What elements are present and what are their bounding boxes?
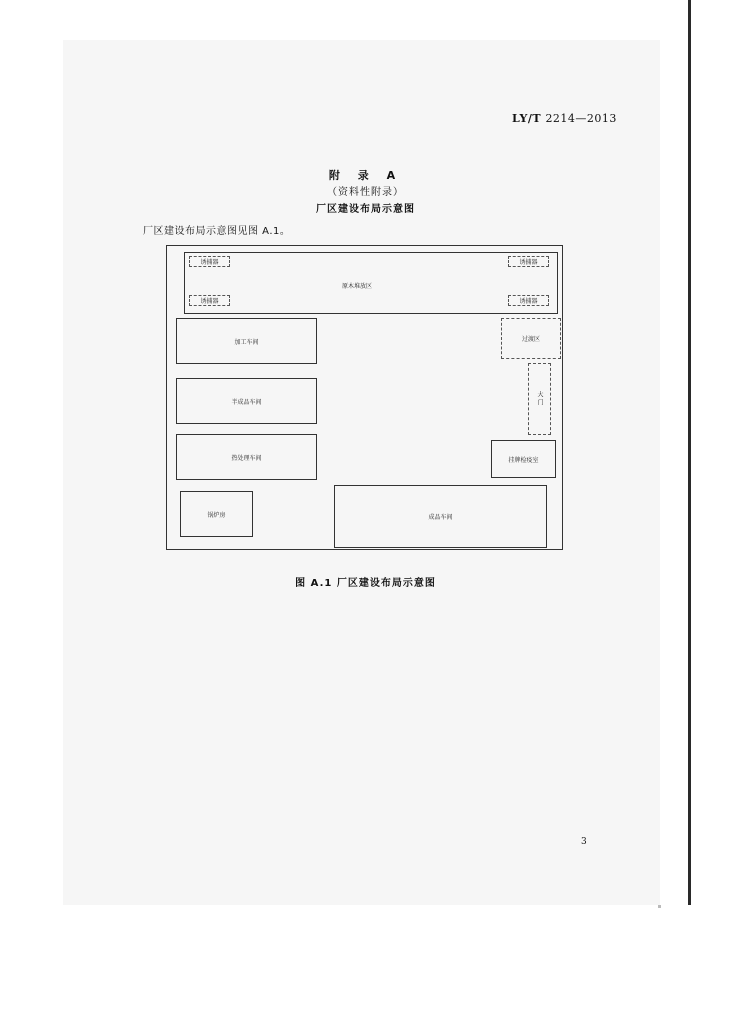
trap-bottom-right: 诱捕器	[508, 295, 549, 306]
figure-caption: 图 A.1 厂区建设布局示意图	[295, 578, 436, 589]
standard-code-prefix: LY/T	[512, 112, 542, 125]
trap-bottom-left: 诱捕器	[189, 295, 230, 306]
appendix-label: 附 录 A	[328, 169, 403, 182]
boiler-room: 锅炉房	[180, 491, 253, 537]
main-gate: 大门	[528, 363, 551, 435]
intro-text: 厂区建设布局示意图见图 A.1。	[143, 226, 291, 237]
page-edge-mark	[658, 905, 661, 908]
trap-top-left: 诱捕器	[189, 256, 230, 267]
standard-code-number: 2214—2013	[545, 112, 617, 125]
transition-area: 过渡区	[501, 318, 561, 359]
semi-finished-workshop: 半成品车间	[176, 378, 317, 424]
standard-code	[512, 112, 617, 125]
processing-workshop: 加工车间	[176, 318, 317, 364]
page-edge-line	[688, 0, 691, 905]
finished-product-workshop: 成品车间	[334, 485, 547, 548]
raw-storage-area	[184, 252, 558, 314]
quarantine-room: 挂牌检疫室	[491, 440, 556, 478]
trap-top-right: 诱捕器	[508, 256, 549, 267]
appendix-nature: （资料性附录）	[327, 187, 404, 198]
raw-storage-label: 原木堆放区	[342, 283, 373, 290]
page-number: 3	[581, 837, 587, 847]
appendix-title: 厂区建设布局示意图	[316, 204, 415, 215]
factory-layout-diagram	[166, 245, 563, 550]
heat-treatment-workshop: 热处理车间	[176, 434, 317, 480]
